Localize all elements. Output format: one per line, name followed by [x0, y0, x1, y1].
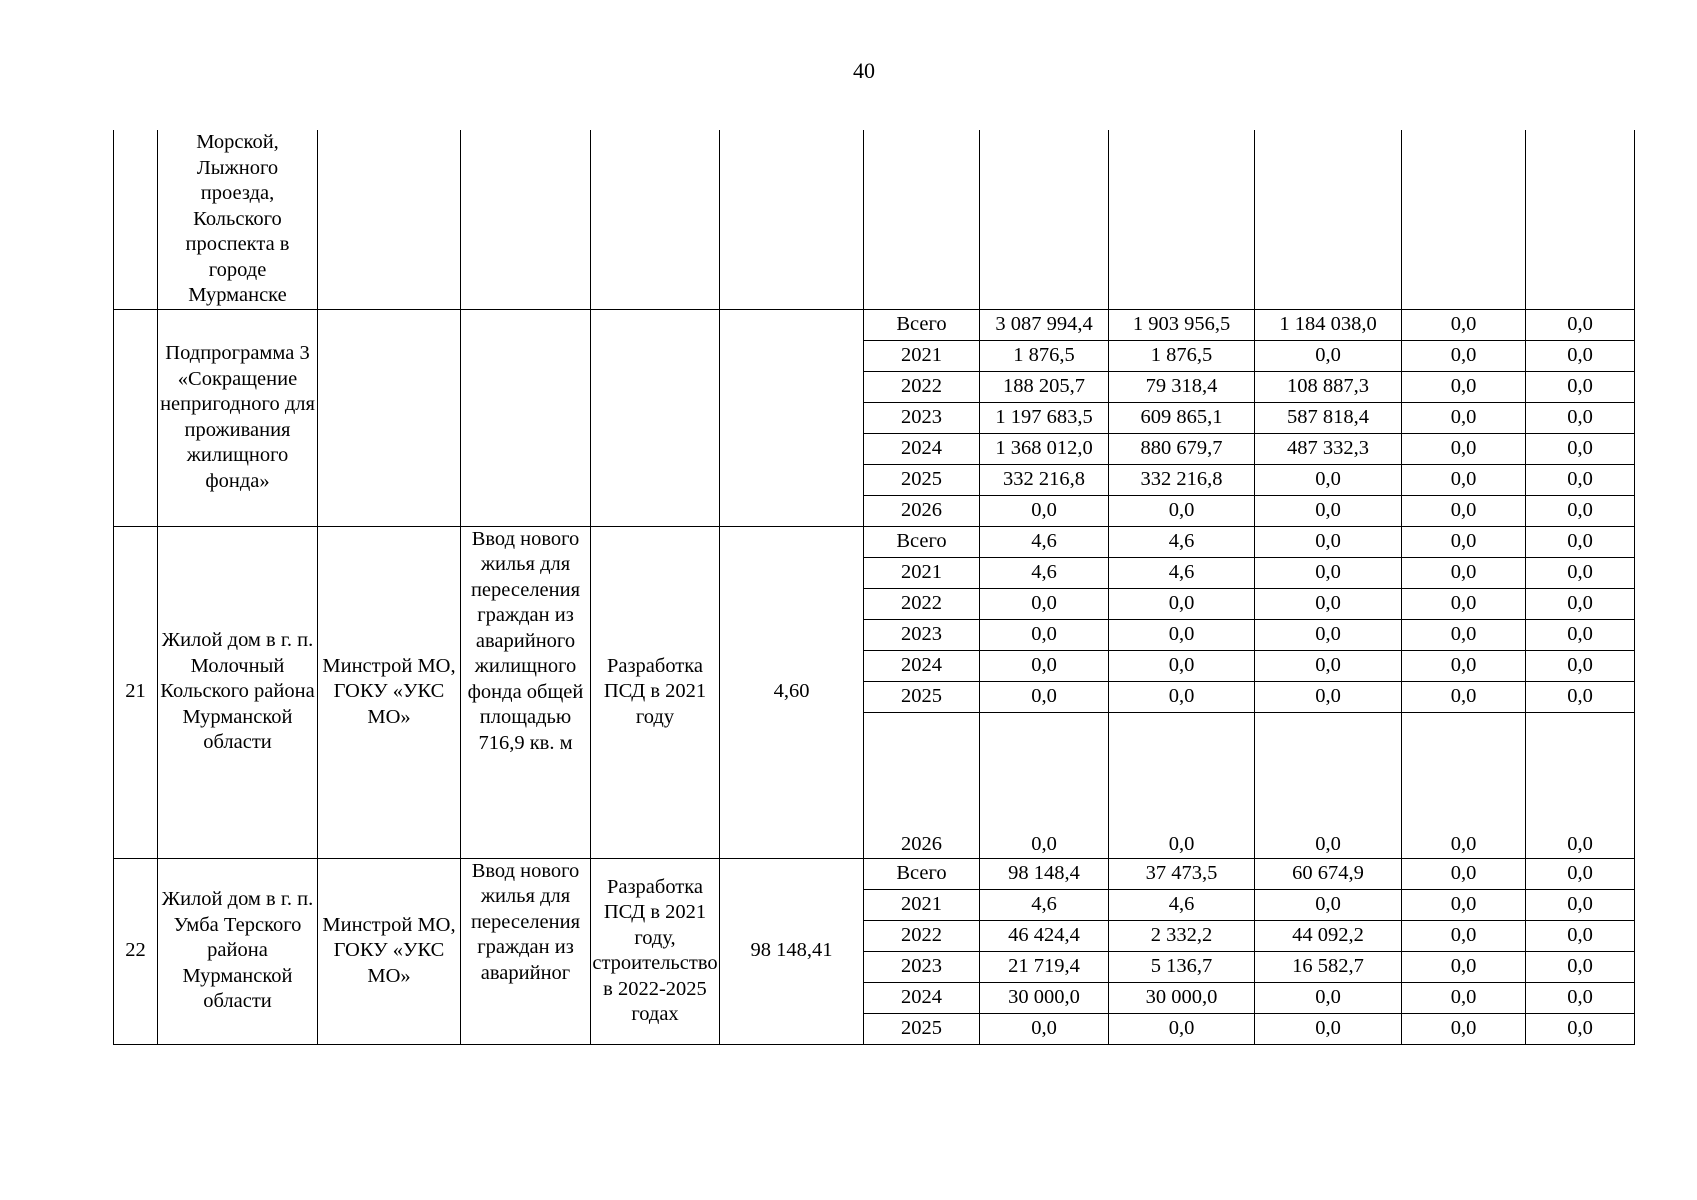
amount-cell-2: 0,0	[1109, 495, 1255, 526]
amount-cell-5: 0,0	[1526, 309, 1635, 340]
year-cell: 2024	[864, 433, 980, 464]
amount-cell-2: 79 318,4	[1109, 371, 1255, 402]
amount-cell-4: 0,0	[1402, 371, 1526, 402]
num-cell	[114, 130, 158, 309]
amount-cell-1: 0,0	[980, 681, 1109, 712]
year-cell: 2021	[864, 340, 980, 371]
amount-cell-4: 0,0	[1402, 464, 1526, 495]
amount-cell-1: 0,0	[980, 1013, 1109, 1044]
year-cell: 2021	[864, 889, 980, 920]
year-cell: 2022	[864, 371, 980, 402]
amount-cell-4: 0,0	[1402, 681, 1526, 712]
stage-cell: Разработка ПСД в 2021 году, строительство в 2022-2025 годах	[591, 858, 720, 1044]
amount-cell-3: 16 582,7	[1255, 951, 1402, 982]
amount-cell-1: 0,0	[980, 619, 1109, 650]
amount-cell-2: 0,0	[1109, 588, 1255, 619]
amount-cell-2: 4,6	[1109, 889, 1255, 920]
cost-cell: 4,60	[720, 526, 864, 858]
amount-cell-2: 0,0	[1109, 681, 1255, 712]
amount-cell-1: 4,6	[980, 526, 1109, 557]
amount-cell-5: 0,0	[1526, 402, 1635, 433]
amount-cell-2: 0,0	[1109, 712, 1255, 858]
total-label: Всего	[864, 526, 980, 557]
amount-cell-3: 60 674,9	[1255, 858, 1402, 889]
amount-cell-1: 1 197 683,5	[980, 402, 1109, 433]
amount-cell-1: 3 087 994,4	[980, 309, 1109, 340]
amount-cell-3: 0,0	[1255, 889, 1402, 920]
executor-cell: Минстрой МО, ГОКУ «УКС МО»	[318, 858, 461, 1044]
amount-cell-1: 30 000,0	[980, 982, 1109, 1013]
amount-cell-3: 0,0	[1255, 557, 1402, 588]
amount-cell-5: 0,0	[1526, 920, 1635, 951]
amount-cell-3: 0,0	[1255, 495, 1402, 526]
object-name-cell: Жилой дом в г. п. Умба Терского района Мурманской области	[158, 858, 318, 1044]
num-cell	[114, 309, 158, 526]
amount-cell-2: 0,0	[1109, 619, 1255, 650]
empty-cell	[864, 130, 980, 309]
amount-cell-5: 0,0	[1526, 588, 1635, 619]
num-cell: 21	[114, 526, 158, 858]
table-row	[114, 309, 1635, 340]
year-cell: 2024	[864, 650, 980, 681]
year-cell: 2021	[864, 557, 980, 588]
amount-cell-4: 0,0	[1402, 526, 1526, 557]
table-row	[114, 130, 1635, 309]
total-label: Всего	[864, 858, 980, 889]
amount-cell-3: 1 184 038,0	[1255, 309, 1402, 340]
amount-cell-4: 0,0	[1402, 433, 1526, 464]
amount-cell-1: 4,6	[980, 557, 1109, 588]
empty-cell	[1255, 130, 1402, 309]
amount-cell-1: 0,0	[980, 650, 1109, 681]
amount-cell-3: 0,0	[1255, 650, 1402, 681]
amount-cell-4: 0,0	[1402, 982, 1526, 1013]
amount-cell-4: 0,0	[1402, 495, 1526, 526]
amount-cell-1: 332 216,8	[980, 464, 1109, 495]
amount-cell-5: 0,0	[1526, 1013, 1635, 1044]
amount-cell-1: 0,0	[980, 712, 1109, 858]
amount-cell-2: 4,6	[1109, 526, 1255, 557]
cost-cell	[720, 309, 864, 526]
year-cell: 2025	[864, 464, 980, 495]
empty-cell	[461, 130, 591, 309]
amount-cell-3: 0,0	[1255, 712, 1402, 858]
amount-cell-3: 0,0	[1255, 526, 1402, 557]
amount-cell-5: 0,0	[1526, 982, 1635, 1013]
amount-cell-5: 0,0	[1526, 495, 1635, 526]
amount-cell-2: 2 332,2	[1109, 920, 1255, 951]
amount-cell-4: 0,0	[1402, 1013, 1526, 1044]
amount-cell-4: 0,0	[1402, 858, 1526, 889]
object-name-cell: Морской, Лыжного проезда, Кольского проспекта в городе Мурманске	[158, 130, 318, 309]
year-cell: 2025	[864, 1013, 980, 1044]
amount-cell-5: 0,0	[1526, 889, 1635, 920]
amount-cell-1: 188 205,7	[980, 371, 1109, 402]
amount-cell-5: 0,0	[1526, 557, 1635, 588]
amount-cell-4: 0,0	[1402, 402, 1526, 433]
amount-cell-2: 609 865,1	[1109, 402, 1255, 433]
empty-cell	[720, 130, 864, 309]
amount-cell-2: 5 136,7	[1109, 951, 1255, 982]
amount-cell-1: 46 424,4	[980, 920, 1109, 951]
amount-cell-5: 0,0	[1526, 433, 1635, 464]
amount-cell-3: 108 887,3	[1255, 371, 1402, 402]
amount-cell-1: 21 719,4	[980, 951, 1109, 982]
result-cell	[461, 309, 591, 526]
amount-cell-1: 98 148,4	[980, 858, 1109, 889]
amount-cell-5: 0,0	[1526, 526, 1635, 557]
amount-cell-2: 37 473,5	[1109, 858, 1255, 889]
year-cell: 2023	[864, 402, 980, 433]
empty-cell	[980, 130, 1109, 309]
year-cell: 2023	[864, 951, 980, 982]
amount-cell-5: 0,0	[1526, 371, 1635, 402]
amount-cell-5: 0,0	[1526, 340, 1635, 371]
amount-cell-4: 0,0	[1402, 920, 1526, 951]
amount-cell-3: 0,0	[1255, 464, 1402, 495]
total-label: Всего	[864, 309, 980, 340]
result-cell: Ввод нового жилья для переселения граждан из аварийног	[461, 858, 591, 1044]
program-table	[113, 130, 1635, 1045]
amount-cell-4: 0,0	[1402, 712, 1526, 858]
empty-cell	[1402, 130, 1526, 309]
amount-cell-3: 0,0	[1255, 1013, 1402, 1044]
amount-cell-1: 0,0	[980, 588, 1109, 619]
amount-cell-4: 0,0	[1402, 951, 1526, 982]
amount-cell-3: 0,0	[1255, 619, 1402, 650]
amount-cell-2: 30 000,0	[1109, 982, 1255, 1013]
empty-cell	[1526, 130, 1635, 309]
subprogram-name-cell: Подпрограмма 3 «Сокращение непригодного для проживания жилищного фонда»	[158, 309, 318, 526]
year-cell: 2024	[864, 982, 980, 1013]
year-cell: 2026	[864, 495, 980, 526]
amount-cell-2: 0,0	[1109, 650, 1255, 681]
table-row	[114, 526, 1635, 557]
stage-cell	[591, 309, 720, 526]
amount-cell-2: 1 876,5	[1109, 340, 1255, 371]
amount-cell-3: 0,0	[1255, 340, 1402, 371]
empty-cell	[591, 130, 720, 309]
amount-cell-1: 0,0	[980, 495, 1109, 526]
object-name-cell: Жилой дом в г. п. Молочный Кольского района Мурманской области	[158, 526, 318, 858]
page-number: 40	[853, 58, 875, 83]
amount-cell-2: 0,0	[1109, 1013, 1255, 1044]
year-cell: 2022	[864, 588, 980, 619]
stage-cell: Разработка ПСД в 2021 году	[591, 526, 720, 858]
amount-cell-2: 332 216,8	[1109, 464, 1255, 495]
cost-cell: 98 148,41	[720, 858, 864, 1044]
amount-cell-3: 487 332,3	[1255, 433, 1402, 464]
amount-cell-1: 1 876,5	[980, 340, 1109, 371]
amount-cell-2: 880 679,7	[1109, 433, 1255, 464]
amount-cell-1: 1 368 012,0	[980, 433, 1109, 464]
executor-cell	[318, 309, 461, 526]
amount-cell-1: 4,6	[980, 889, 1109, 920]
amount-cell-2: 1 903 956,5	[1109, 309, 1255, 340]
year-cell: 2022	[864, 920, 980, 951]
amount-cell-2: 4,6	[1109, 557, 1255, 588]
year-cell: 2026	[864, 712, 980, 858]
amount-cell-4: 0,0	[1402, 557, 1526, 588]
num-cell: 22	[114, 858, 158, 1044]
result-cell: Ввод нового жилья для переселения граждан из аварийного жилищного фонда общей площадью 716,9 кв. м	[461, 526, 591, 858]
amount-cell-4: 0,0	[1402, 619, 1526, 650]
empty-cell	[1109, 130, 1255, 309]
amount-cell-5: 0,0	[1526, 951, 1635, 982]
table-row	[114, 858, 1635, 889]
amount-cell-4: 0,0	[1402, 889, 1526, 920]
year-cell: 2023	[864, 619, 980, 650]
amount-cell-4: 0,0	[1402, 588, 1526, 619]
amount-cell-5: 0,0	[1526, 464, 1635, 495]
amount-cell-4: 0,0	[1402, 340, 1526, 371]
executor-cell: Минстрой МО, ГОКУ «УКС МО»	[318, 526, 461, 858]
empty-cell	[318, 130, 461, 309]
amount-cell-3: 0,0	[1255, 588, 1402, 619]
amount-cell-5: 0,0	[1526, 712, 1635, 858]
year-cell: 2025	[864, 681, 980, 712]
amount-cell-3: 587 818,4	[1255, 402, 1402, 433]
amount-cell-5: 0,0	[1526, 650, 1635, 681]
amount-cell-5: 0,0	[1526, 681, 1635, 712]
amount-cell-5: 0,0	[1526, 858, 1635, 889]
amount-cell-3: 0,0	[1255, 982, 1402, 1013]
amount-cell-3: 44 092,2	[1255, 920, 1402, 951]
amount-cell-5: 0,0	[1526, 619, 1635, 650]
amount-cell-3: 0,0	[1255, 681, 1402, 712]
amount-cell-4: 0,0	[1402, 309, 1526, 340]
amount-cell-4: 0,0	[1402, 650, 1526, 681]
